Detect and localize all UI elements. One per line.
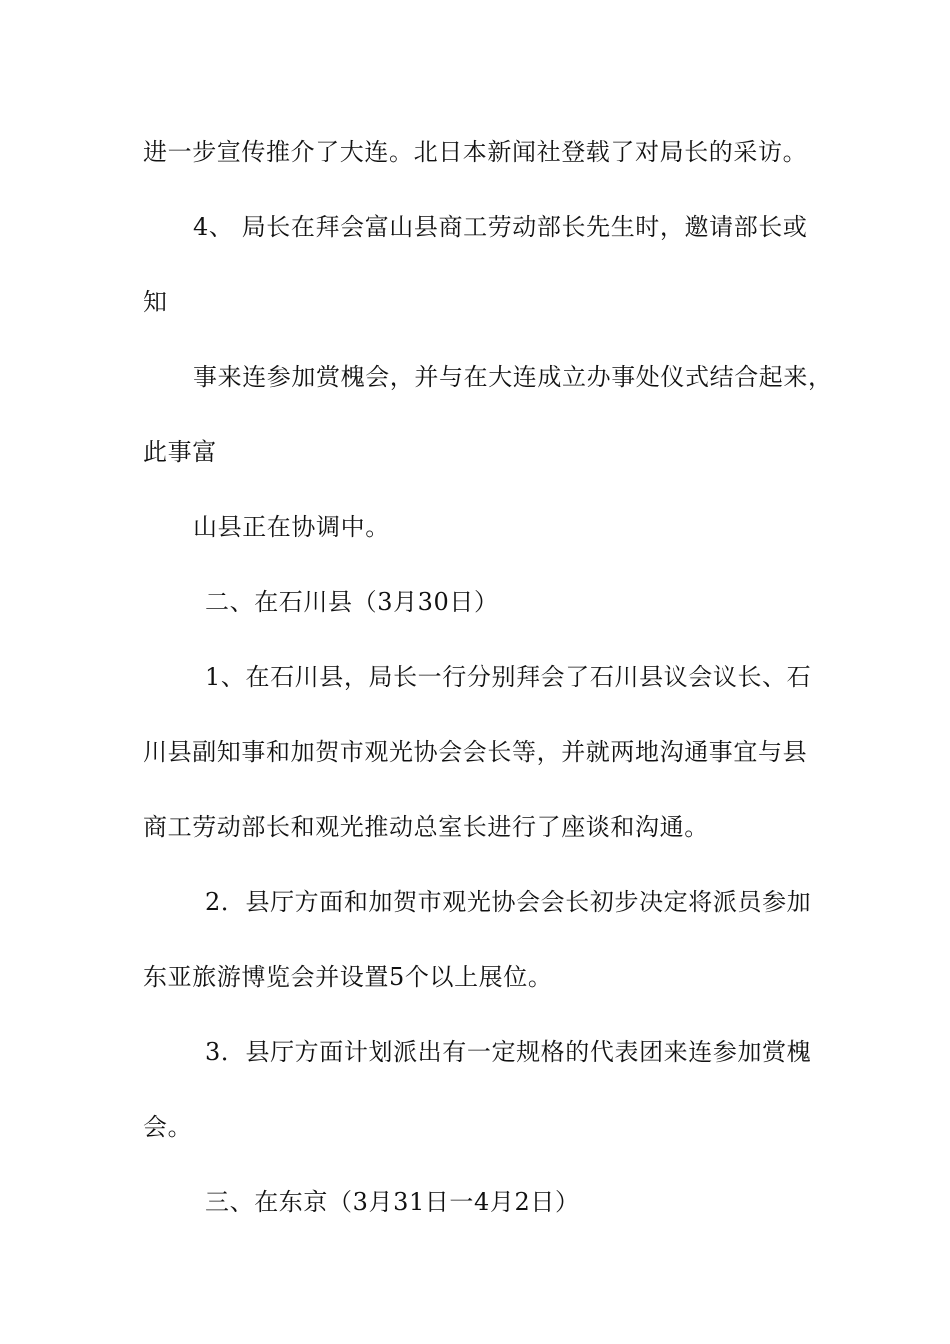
- text-line: 东亚旅游博览会并设置5个以上展位。: [143, 963, 553, 991]
- text-line: 1、在石川县，局长一行分别拜会了石川县议会议长、石: [205, 663, 812, 691]
- text-line: 4、 局长在拜会富山县商工劳动部长先生时，邀请部长或: [193, 213, 808, 241]
- text-line: 山县正在协调中。: [193, 513, 390, 541]
- section-heading: 三、在东京（3月31日一4月2日）: [205, 1188, 580, 1216]
- text-line: 商工劳动部长和观光推动总室长进行了座谈和沟通。: [143, 813, 709, 841]
- text-line: 进一步宣传推介了大连。北日本新闻社登载了对局长的采访。: [143, 138, 808, 166]
- text-line: 2．县厅方面和加贺市观光协会会长初步决定将派员参加: [205, 888, 812, 916]
- text-line: 3．县厅方面计划派出有一定规格的代表团来连参加赏槐: [205, 1038, 812, 1066]
- text-line: 知: [143, 288, 168, 316]
- text-line: 会。: [143, 1113, 193, 1141]
- text-line: 事来连参加赏槐会，并与在大连成立办事处仪式结合起来，: [193, 363, 833, 391]
- section-heading: 二、在石川县（3月30日）: [205, 588, 499, 616]
- text-line: 川县副知事和加贺市观光协会会长等，并就两地沟通事宜与县: [143, 738, 808, 766]
- text-line: 此事富: [143, 438, 217, 466]
